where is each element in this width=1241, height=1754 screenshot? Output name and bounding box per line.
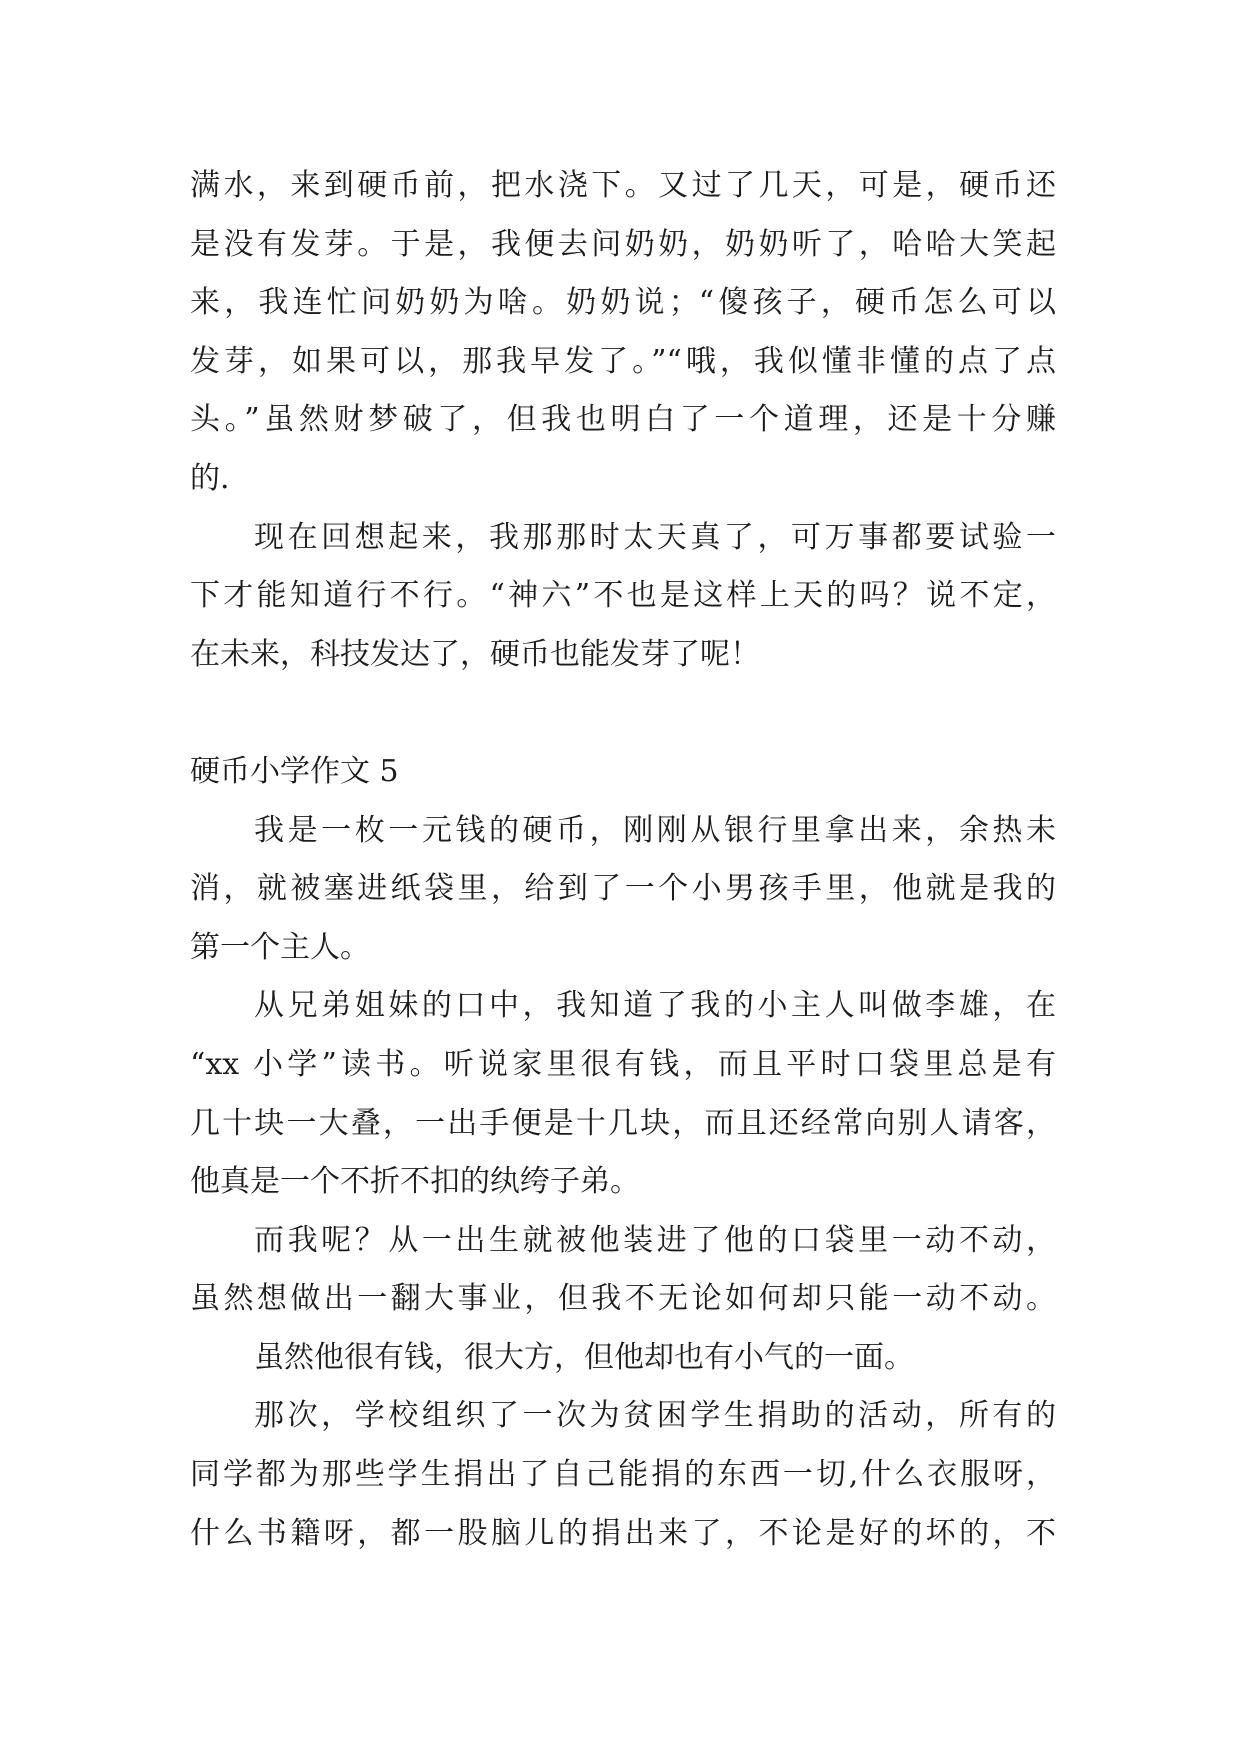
paragraph [190,1387,1056,1563]
paragraph [190,802,1056,978]
paragraph [190,509,1056,685]
text-line: 在未来，科技发达了，硬币也能发芽了呢！ [190,636,760,672]
text-line: 虽然想做出一翻大事业，但我不无论如何却只能一动不动。 [190,1281,1056,1317]
paragraph [190,1329,1056,1388]
text-line: 他真是一个不折不扣的纨绔子弟。 [190,1164,640,1200]
paragraph [190,977,1056,1211]
text-line: 现在回想起来，我那那时太天真了，可万事都要试验一 [254,519,1056,555]
text-line: 同学都为那些学生捐出了自己能捐的东西一切,什么衣服呀， [190,1457,1056,1493]
text-line: 从兄弟姐妹的口中，我知道了我的小主人叫做李雄，在 [254,988,1056,1024]
document-body [190,157,1056,1563]
paragraph [190,1212,1056,1329]
text-line: 消，就被塞进纸袋里，给到了一个小男孩手里，他就是我的 [190,871,1056,907]
text-line: 满水，来到硬币前，把水浇下。又过了几天，可是，硬币还 [190,168,1056,203]
essay-title: 硬币小学作文 5 [190,753,399,789]
text-line: 那次，学校组织了一次为贫困学生捐助的活动，所有的 [254,1398,1056,1434]
text-line: “xx 小学”读书。听说家里很有钱，而且平时口袋里总是有 [190,1046,1056,1082]
text-line: 什么书籍呀，都一股脑儿的捐出来了，不论是好的坏的，不 [190,1515,1056,1551]
paragraph [190,157,1056,509]
text-line: 几十块一大叠，一出手便是十几块，而且还经常向别人请客， [190,1105,1056,1141]
text-line: 发芽，如果可以，那我早发了。”“哦，我似懂非懂的点了点 [190,343,1056,379]
blank-line [190,684,1056,743]
text-line: 而我呢？从一出生就被他装进了他的口袋里一动不动， [254,1222,1056,1258]
text-line: 第一个主人。 [190,929,370,965]
text-line: 虽然他很有钱，很大方，但他却也有小气的一面。 [254,1339,914,1375]
text-line: 的. [190,460,230,496]
text-line: 下才能知道行不行。“神六”不也是这样上天的吗？说不定， [190,578,1056,614]
text-line: 是没有发芽。于是，我便去问奶奶，奶奶听了，哈哈大笑起 [190,226,1056,262]
text-line: 来，我连忙问奶奶为啥。奶奶说；“傻孩子，硬币怎么可以 [190,285,1056,321]
text-line: 头。”虽然财梦破了，但我也明白了一个道理，还是十分赚 [190,402,1056,438]
text-line: 我是一枚一元钱的硬币，刚刚从银行里拿出来，余热未 [254,812,1056,848]
